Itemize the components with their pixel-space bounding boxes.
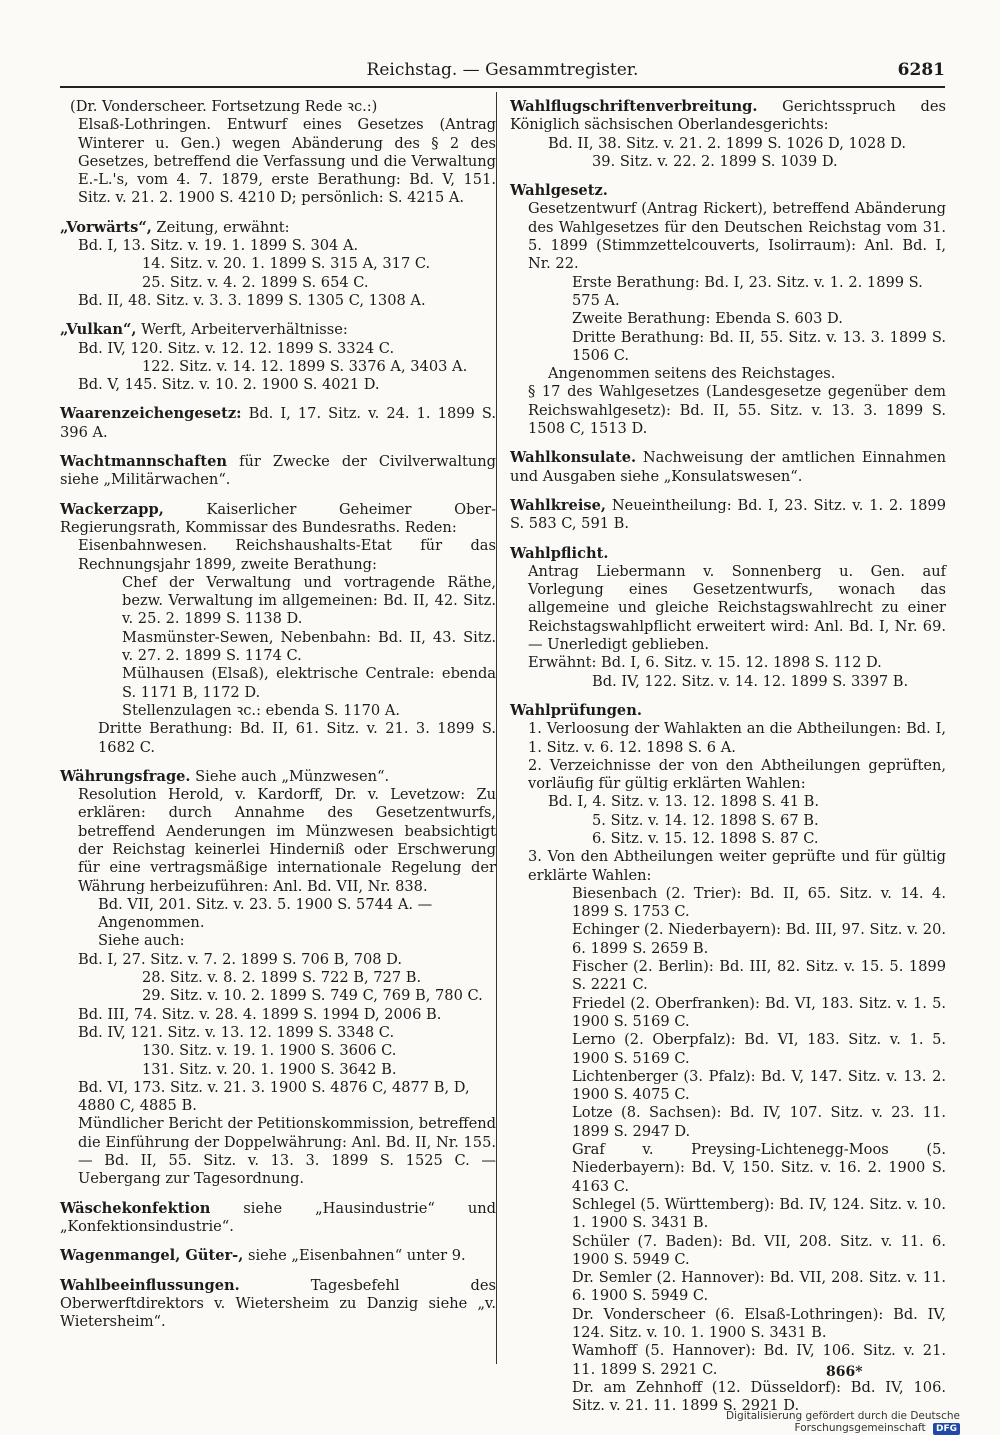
index-entry [510,702,946,1416]
entry-keyword: Wagenmangel, Güter-, [60,1247,244,1265]
entry-heading-line [60,1277,496,1332]
entry-heading-line [510,98,946,135]
index-entry [60,98,496,208]
dfg-logo: DFG [933,1423,960,1435]
entry-line: Bd. IV, 121. Sitz. v. 13. 12. 1899 S. 3348 C. [78,1023,395,1041]
entry-text: Siehe auch „Münzwesen“. [190,767,390,785]
entry-line: Dr. Semler (2. Hannover): Bd. VII, 208. Sitz. v. 11. 6. 1900 S. 5949 C. [572,1269,946,1305]
entry-line: Mündlicher Bericht der Petitionskommission, betreffend die Einführung der Doppelwährung: Anl. Bd. II, Nr. 155. — Bd. II, 55. Sitz. v. 13. 3. 1899 S. 1525 C. — Uebergang zur Tagesordnung. [78,1115,496,1188]
entry-keyword: „Vulkan“, [60,321,137,339]
entry-line: Wamhoff (5. Hannover): Bd. IV, 106. Sitz. v. 21. 11. 1899 S. 2921 C. [572,1342,946,1378]
entry-line: Bd. VII, 201. Sitz. v. 23. 5. 1900 S. 5744 A. — Angenommen. [98,895,433,932]
entry-line: Dr. Vonderscheer (6. Elsaß-Lothringen): Bd. IV, 124. Sitz. v. 10. 1. 1900 S. 3431 B. [572,1305,946,1341]
entry-line: Angenommen seitens des Reichstages. [548,365,836,383]
entry-line: Bd. II, 38. Sitz. v. 21. 2. 1899 S. 1026 D, 1028 D. [548,134,907,152]
entry-keyword: Wahlflugschriftenverbreitung. [510,98,758,115]
entry-text: Tagesbefehl des Oberwerftdirektors v. Wietersheim zu Danzig siehe „v. Wietersheim“. [60,1276,496,1331]
index-entry [60,768,496,1189]
entry-heading-line [60,1200,496,1237]
entry-line: 130. Sitz. v. 19. 1. 1900 S. 3606 C. [142,1042,397,1060]
index-entry [60,1247,496,1265]
index-entry [60,453,496,490]
entry-heading-line [510,497,946,534]
entry-text: Zeitung, erwähnt: [151,218,290,236]
entry-line: Biesenbach (2. Trier): Bd. II, 65. Sitz. v. 14. 4. 1899 S. 1753 C. [572,884,946,921]
entry-line: Eisenbahnwesen. Reichshaushalts-Etat für das Rechnungsjahr 1899, zweite Berathung: [78,537,496,573]
signature-mark: 866* [826,1364,863,1380]
entry-line: Bd. I, 4. Sitz. v. 13. 12. 1898 S. 41 B. [548,793,820,811]
entry-line: Bd. III, 74. Sitz. v. 28. 4. 1899 S. 1994 D, 2006 B. [78,1005,442,1023]
entry-line: Erste Berathung: Bd. I, 23. Sitz. v. 1. 2. 1899 S. 575 A. [572,273,923,309]
entry-line: Siehe auch: [98,932,185,950]
column-divider [496,92,497,1364]
entry-text: Werft, Arbeiterverhältnisse: [136,321,348,339]
entry-line: 2. Verzeichnisse der von den Abtheilungen geprüften, vorläufig für gültig erklärten Wahlen: [528,756,946,793]
running-header [60,50,945,88]
index-entry [510,182,946,438]
entry-line: 25. Sitz. v. 4. 2. 1899 S. 654 C. [142,273,369,291]
left-column [60,98,496,1342]
entry-line: Schüler (7. Baden): Bd. VII, 208. Sitz. v. 11. 6. 1900 S. 5949 C. [572,1232,946,1268]
entry-line: 5. Sitz. v. 14. 12. 1898 S. 67 B. [592,811,819,829]
index-entry [510,449,946,486]
entry-keyword: Wachtmannschaften [60,453,228,471]
entry-heading-line [60,453,496,490]
entry-keyword: Wahlprüfungen. [510,701,642,719]
entry-line: Graf v. Preysing-Lichtenegg-Moos (5. Niederbayern): Bd. V, 150. Sitz. v. 16. 2. 1900 S. 4163 C. [572,1141,946,1195]
running-title: Reichstag. — Gesammtregister. [366,60,639,80]
entry-line: 39. Sitz. v. 22. 2. 1899 S. 1039 D. [592,152,838,170]
entry-heading-line [510,182,946,200]
entry-line: Chef der Verwaltung und vortragende Räthe, bezw. Verwaltung im allgemeinen: Bd. II, 42. Sitz. v. 25. 2. 1899 S. 1138 D. [122,573,496,628]
entry-line: 14. Sitz. v. 20. 1. 1899 S. 315 A, 317 C. [142,255,431,273]
entry-line: 1. Verloosung der Wahlakten an die Abtheilungen: Bd. I, 1. Sitz. v. 6. 12. 1898 S. 6 A. [528,720,946,756]
entry-line: Dr. am Zehnhoff (12. Düsseldorf): Bd. IV, 106. Sitz. v. 21. 11. 1899 S. 2921 D. [572,1378,946,1415]
entry-line: Bd. IV, 122. Sitz. v. 14. 12. 1899 S. 3397 B. [592,672,909,690]
entry-line: Bd. IV, 120. Sitz. v. 12. 12. 1899 S. 3324 C. [78,339,395,357]
entry-text: siehe „Eisenbahnen“ unter 9. [243,1247,466,1265]
entry-heading-line [60,1247,496,1265]
index-entry [60,1200,496,1237]
index-entry [510,98,946,171]
entry-heading-line [60,405,496,442]
entry-line: Dritte Berathung: Bd. II, 61. Sitz. v. 21. 3. 1899 S. 1682 C. [98,720,496,756]
index-entry [60,501,496,757]
entry-keyword: Wahlpflicht. [510,544,609,562]
entry-keyword: Wahlkonsulate. [510,449,637,467]
entry-line: § 17 des Wahlgesetzes (Landesgesetze gegenüber dem Reichswahlgesetz): Bd. II, 55. Sitz. v. 13. 3. 1899 S. 1508 C, 1513 D. [528,383,946,438]
entry-line: Lotze (8. Sachsen): Bd. IV, 107. Sitz. v. 23. 11. 1899 S. 2947 D. [572,1104,946,1140]
entry-line: Bd. V, 145. Sitz. v. 10. 2. 1900 S. 4021 D. [78,376,380,394]
index-entry [60,321,496,394]
index-entry [60,219,496,310]
entry-line: 122. Sitz. v. 14. 12. 1899 S. 3376 A, 3403 A. [142,357,468,375]
entry-heading-line [60,219,496,237]
page-number: 6281 [897,60,945,80]
index-entry [510,497,946,534]
entry-heading-line [60,501,496,538]
entry-keyword: Wackerzapp, [60,500,164,518]
entry-text: Kaiserlicher Geheimer Ober-Regierungsrath, Kommissar des Bundesraths. Reden: [60,500,496,536]
entry-keyword: Wahlbeeinflussungen. [60,1276,240,1294]
entry-line: Masmünster-Sewen, Nebenbahn: Bd. II, 43. Sitz. v. 27. 2. 1899 S. 1174 C. [122,628,496,665]
index-entry [510,545,946,691]
entry-line: Bd. I, 13. Sitz. v. 19. 1. 1899 S. 304 A. [78,237,359,255]
entry-heading-line [510,545,946,563]
entry-text: siehe „Hausindustrie“ und „Konfektionsindustrie“. [60,1199,496,1235]
entry-heading-line [60,768,496,786]
entry-line: Fischer (2. Berlin): Bd. III, 82. Sitz. v. 15. 5. 1899 S. 2221 C. [572,958,946,994]
entry-keyword: Wahlgesetz. [510,182,608,200]
entry-line: Lichtenberger (3. Pfalz): Bd. V, 147. Sitz. v. 13. 2. 1900 S. 4075 C. [572,1067,946,1104]
entry-heading-line [510,449,946,486]
index-entry [60,405,496,442]
entry-keyword: Waarenzeichengesetz: [60,405,242,423]
entry-line: 28. Sitz. v. 8. 2. 1899 S. 722 B, 727 B. [142,969,422,987]
entry-line: Bd. II, 48. Sitz. v. 3. 3. 1899 S. 1305 C, 1308 A. [78,291,426,309]
entry-line: Friedel (2. Oberfranken): Bd. VI, 183. Sitz. v. 1. 5. 1900 S. 5169 C. [572,994,946,1030]
entry-text: Bd. I, 17. Sitz. v. 24. 1. 1899 S. 396 A. [60,405,496,441]
entry-line: 6. Sitz. v. 15. 12. 1898 S. 87 C. [592,829,819,847]
entry-line: Gesetzentwurf (Antrag Rickert), betreffend Abänderung des Wahlgesetzes für den Deutschen Reichstag vom 31. 5. 1899 (Stimmzettelcouverts, Isolirraum): Anl. Bd. I, Nr. 22. [528,200,946,273]
entry-line: Stellenzulagen ꝛc.: ebenda S. 1170 A. [122,701,401,719]
entry-keyword: „Vorwärts“, [60,218,152,236]
entry-heading-line [60,321,496,339]
entry-line: Antrag Liebermann v. Sonnenberg u. Gen. auf Vorlegung eines Gesetzentwurfs, wonach das allgemeine und gleiche Reichstagswahlrecht zu einer Reichstagswahlpflicht erweitert wird: Anl. Bd. I, Nr. 69. — Unerledigt geblieben. [528,562,946,654]
entry-line: Elsaß-Lothringen. Entwurf eines Gesetzes (Antrag Winterer u. Gen.) wegen Abänderung des § 2 des Gesetzes, betreffend die Verfassung und die Verwaltung E.-L.'s, vom 4. 7. 1879, erste Berathung: Bd. V, 151. Sitz. v. 21. 2. 1900 S. 4210 D; persönlich: S. 4215 A. [78,116,496,207]
entry-line: (Dr. Vonderscheer. Fortsetzung Rede ꝛc.:) [70,98,378,115]
entry-keyword: Währungsfrage. [60,767,191,785]
entry-line: 3. Von den Abtheilungen weiter geprüfte und für gültig erklärte Wahlen: [528,848,946,884]
entry-keyword: Wäschekonfektion [60,1199,211,1217]
entry-text: Nachweisung der amtlichen Einnahmen und Ausgaben siehe „Konsulatswesen“. [510,449,946,485]
entry-line: Lerno (2. Oberpfalz): Bd. VI, 183. Sitz. v. 1. 5. 1900 S. 5169 C. [572,1031,946,1067]
right-column [510,98,946,1426]
entry-heading-line [510,702,946,720]
entry-line: Bd. I, 27. Sitz. v. 7. 2. 1899 S. 706 B, 708 D. [78,950,402,968]
credit-text: Digitalisierung gefördert durch die Deutsche Forschungsgemeinschaft [726,1410,960,1434]
entry-line: Echinger (2. Niederbayern): Bd. III, 97. Sitz. v. 20. 6. 1899 S. 2659 B. [572,921,946,957]
entry-line: Dritte Berathung: Bd. II, 55. Sitz. v. 13. 3. 1899 S. 1506 C. [572,328,946,364]
entry-keyword: Wahlkreise, [510,496,606,514]
entry-line: Zweite Berathung: Ebenda S. 603 D. [572,310,843,328]
entry-line: Erwähnt: Bd. I, 6. Sitz. v. 15. 12. 1898 S. 112 D. [528,654,882,672]
entry-text: für Zwecke der Civilverwaltung siehe „Militärwachen“. [60,453,496,489]
entry-line: 131. Sitz. v. 20. 1. 1900 S. 3642 B. [142,1060,397,1078]
entry-line: Schlegel (5. Württemberg): Bd. IV, 124. Sitz. v. 10. 1. 1900 S. 3431 B. [572,1195,946,1232]
entry-line: 29. Sitz. v. 10. 2. 1899 S. 749 C, 769 B, 780 C. [142,987,483,1005]
entry-text: Neueintheilung: Bd. I, 23. Sitz. v. 1. 2. 1899 S. 583 C, 591 B. [510,496,946,533]
digitization-credit [600,1410,960,1435]
entry-line: Mülhausen (Elsaß), elektrische Centrale: ebenda S. 1171 B, 1172 D. [122,665,496,701]
entry-line: Resolution Herold, v. Kardorff, Dr. v. Levetzow: Zu erklären: durch Annahme des Gesetzentwurfs, betreffend Aenderungen im Münzwesen beabsichtigt der Reichstag keinerlei Hinderniß oder Erschwerung für eine vertragsmäßige internationale Regelung der Währung herbeizuführen: Anl. Bd. VII, Nr. 838. [78,786,496,895]
entry-line: Bd. VI, 173. Sitz. v. 21. 3. 1900 S. 4876 C, 4877 B, D, 4880 C, 4885 B. [78,1078,470,1115]
index-entry [60,1277,496,1332]
entry-text: Gerichtsspruch des Königlich sächsischen Oberlandesgerichts: [510,98,946,134]
